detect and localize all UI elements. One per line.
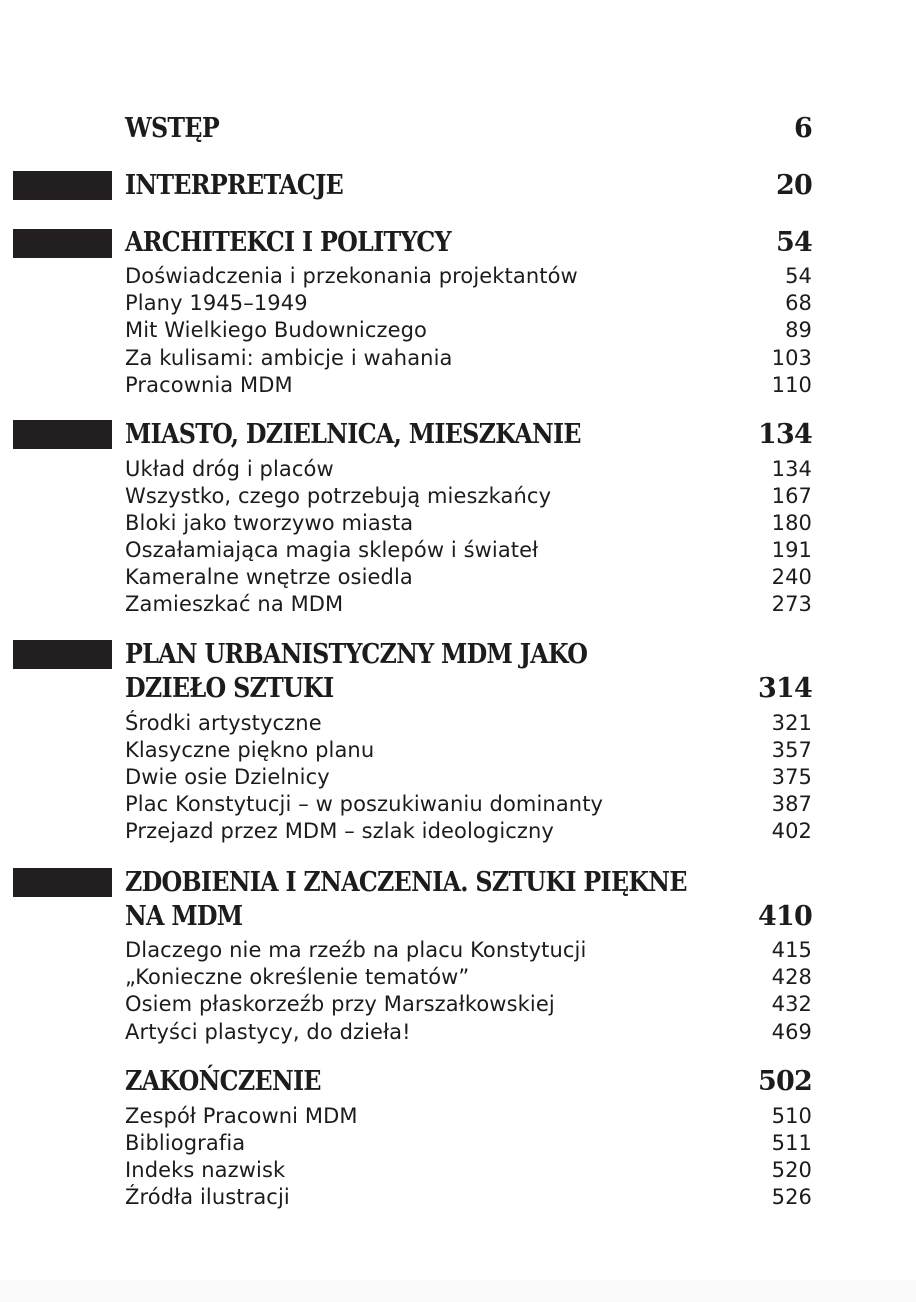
entry-title: Pracownia MDM <box>125 373 293 397</box>
toc-chapter-miasto[interactable] <box>125 418 812 452</box>
entry-page: 167 <box>771 484 812 508</box>
chapter-marker-bar <box>13 171 112 200</box>
entry-title: Plany 1945–1949 <box>125 291 308 315</box>
toc-entry[interactable] <box>125 1019 812 1046</box>
chapter-title-line1: PLAN URBANISTYCZNY MDM JAKO <box>125 639 588 670</box>
entry-page: 432 <box>771 992 812 1016</box>
entry-page: 89 <box>785 318 812 342</box>
entry-page: 134 <box>771 457 812 481</box>
chapter-marker-bar <box>13 420 112 449</box>
entry-title: Klasyczne piękno planu <box>125 738 375 762</box>
entry-title: Zespół Pracowni MDM <box>125 1104 358 1128</box>
toc-chapter-wstep[interactable] <box>125 112 812 146</box>
toc-chapter-plan[interactable] <box>125 672 812 706</box>
toc-chapter-zdobienia-title-line1[interactable] <box>125 866 812 900</box>
toc-entry[interactable] <box>125 991 812 1018</box>
chapter-marker-bar <box>13 868 112 897</box>
toc-entry[interactable] <box>125 372 812 399</box>
entry-title: Doświadczenia i przekonania projektantów <box>125 264 578 288</box>
entry-page: 68 <box>785 291 812 315</box>
page-bottom-margin <box>0 1280 916 1302</box>
entry-page: 520 <box>771 1158 812 1182</box>
entry-page: 321 <box>771 711 812 735</box>
entry-title: Kameralne wnętrze osiedla <box>125 565 413 589</box>
chapter-title-line1: ZDOBIENIA I ZNACZENIA. SZTUKI PIĘKNE <box>125 867 687 898</box>
toc-entry[interactable] <box>125 591 812 618</box>
toc-entry[interactable] <box>125 564 812 591</box>
toc-entry[interactable] <box>125 317 812 344</box>
chapter-title: MIASTO, DZIELNICA, MIESZKANIE <box>125 419 581 450</box>
entry-title: Zamieszkać na MDM <box>125 592 344 616</box>
chapter-title-line2: NA MDM <box>125 901 243 932</box>
toc-entry[interactable] <box>125 764 812 791</box>
toc-entry[interactable] <box>125 1184 812 1211</box>
entry-title: Artyści plastycy, do dzieła! <box>125 1020 411 1044</box>
chapter-title: ARCHITEKCI I POLITYCY <box>125 227 451 258</box>
chapter-page: 410 <box>758 901 812 932</box>
entry-title: Mit Wielkiego Budowniczego <box>125 318 428 342</box>
entry-title: Wszystko, czego potrzebują mieszkańcy <box>125 484 552 508</box>
toc-chapter-architekci[interactable] <box>125 226 812 260</box>
entry-page: 510 <box>771 1104 812 1128</box>
toc-entry[interactable] <box>125 710 812 737</box>
toc-chapter-interpretacje[interactable] <box>125 169 812 203</box>
entry-page: 103 <box>771 346 812 370</box>
chapter-title: ZAKOŃCZENIE <box>125 1066 321 1097</box>
entry-page: 110 <box>771 373 812 397</box>
chapter-title: WSTĘP <box>125 113 219 144</box>
entry-page: 387 <box>771 792 812 816</box>
entry-page: 428 <box>771 965 812 989</box>
entry-page: 375 <box>771 765 812 789</box>
entry-page: 469 <box>771 1020 812 1044</box>
entry-page: 191 <box>771 538 812 562</box>
chapter-page: 20 <box>776 170 812 201</box>
toc-chapter-zdobienia[interactable] <box>125 900 812 934</box>
toc-entry[interactable] <box>125 263 812 290</box>
entry-title: Układ dróg i placów <box>125 457 334 481</box>
chapter-marker-bar <box>13 640 112 669</box>
toc-entry[interactable] <box>125 818 812 845</box>
chapter-page: 134 <box>758 419 812 450</box>
toc-entry[interactable] <box>125 937 812 964</box>
entry-title: Bibliografia <box>125 1131 246 1155</box>
toc-entry[interactable] <box>125 1157 812 1184</box>
entry-page: 273 <box>771 592 812 616</box>
chapter-page: 502 <box>758 1066 812 1097</box>
entry-title: Plac Konstytucji – w poszukiwaniu dominanty <box>125 792 604 816</box>
chapter-page: 54 <box>776 227 812 258</box>
entry-title: Dwie osie Dzielnicy <box>125 765 330 789</box>
toc-entry[interactable] <box>125 1103 812 1130</box>
entry-page: 511 <box>771 1131 812 1155</box>
entry-title: Oszałamiająca magia sklepów i świateł <box>125 538 539 562</box>
toc-chapter-plan-title-line1[interactable] <box>125 638 812 672</box>
chapter-page: 6 <box>794 113 812 144</box>
entry-page: 240 <box>771 565 812 589</box>
entry-title: Indeks nazwisk <box>125 1158 286 1182</box>
toc-entry[interactable] <box>125 964 812 991</box>
entry-title: Bloki jako tworzywo miasta <box>125 511 414 535</box>
toc-entry[interactable] <box>125 537 812 564</box>
entry-title: Przejazd przez MDM – szlak ideologiczny <box>125 819 554 843</box>
toc-entry[interactable] <box>125 791 812 818</box>
entry-title: Źródła ilustracji <box>125 1185 290 1209</box>
entry-page: 357 <box>771 738 812 762</box>
entry-title: Osiem płaskorzeźb przy Marszałkowskiej <box>125 992 555 1016</box>
entry-page: 54 <box>785 264 812 288</box>
toc-entry[interactable] <box>125 456 812 483</box>
entry-page: 526 <box>771 1185 812 1209</box>
entry-page: 180 <box>771 511 812 535</box>
chapter-marker-bar <box>13 229 112 258</box>
entry-page: 402 <box>771 819 812 843</box>
toc-entry[interactable] <box>125 510 812 537</box>
chapter-title: INTERPRETACJE <box>125 170 344 201</box>
entry-page: 415 <box>771 938 812 962</box>
chapter-title-line2: DZIEŁO SZTUKI <box>125 673 334 704</box>
toc-entry[interactable] <box>125 290 812 317</box>
chapter-page: 314 <box>758 673 812 704</box>
toc-entry[interactable] <box>125 483 812 510</box>
entry-title: Dlaczego nie ma rzeźb na placu Konstytucji <box>125 938 587 962</box>
toc-entry[interactable] <box>125 737 812 764</box>
entry-title: Środki artystyczne <box>125 711 322 735</box>
entry-title: Za kulisami: ambicje i wahania <box>125 346 453 370</box>
toc-entry[interactable] <box>125 1130 812 1157</box>
toc-chapter-zakonczenie[interactable] <box>125 1065 812 1099</box>
toc-entry[interactable] <box>125 345 812 372</box>
entry-title: „Konieczne określenie tematów” <box>125 965 470 989</box>
